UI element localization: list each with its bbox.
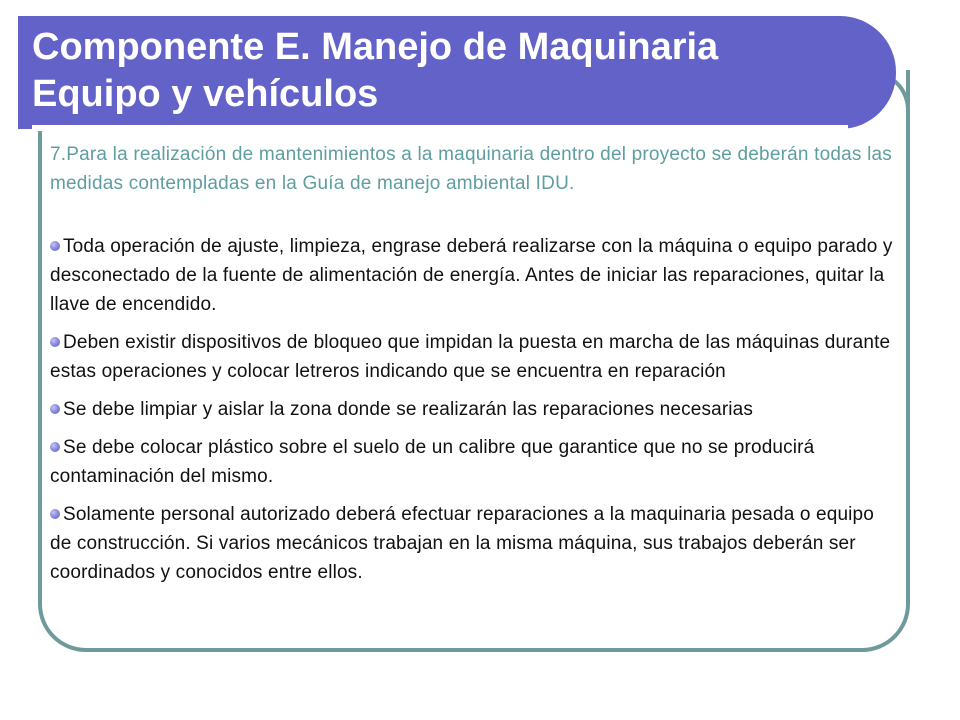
- bullet-item: [50, 500, 896, 587]
- bullet-item: [50, 328, 896, 386]
- bullet-item: [50, 395, 896, 424]
- bullet-text: Se debe limpiar y aislar la zona donde se realizarán las reparaciones necesarias: [63, 399, 754, 420]
- bullet-text: Deben existir dispositivos de bloqueo que impidan la puesta en marcha de las máquinas durante estas operaciones y colocar letreros indicando que se encuentra en reparación: [50, 332, 891, 382]
- bullet-item: [50, 433, 896, 491]
- bullet-dot-icon: [50, 404, 60, 414]
- bullet-dot-icon: [50, 509, 60, 519]
- slide-title: [32, 24, 852, 118]
- title-line-1: Componente E. Manejo de Maquinaria: [32, 26, 719, 68]
- title-line-2: Equipo y vehículos: [32, 73, 379, 115]
- bullet-list: [50, 232, 896, 596]
- bullet-dot-icon: [50, 241, 60, 251]
- title-underline: [32, 125, 848, 131]
- bullet-dot-icon: [50, 442, 60, 452]
- bullet-item: [50, 232, 896, 319]
- bullet-text: Se debe colocar plástico sobre el suelo de un calibre que garantice que no se producirá contaminación del mismo.: [50, 437, 815, 487]
- bullet-dot-icon: [50, 337, 60, 347]
- bullet-text: Solamente personal autorizado deberá efectuar reparaciones a la maquinaria pesada o equipo de construcción. Si varios mecánicos trabajan en la misma máquina, sus trabajos deberán ser coordinados y conocidos entre ellos.: [50, 504, 874, 583]
- intro-paragraph: 7.Para la realización de mantenimientos a la maquinaria dentro del proyecto se deberán todas las medidas contempladas en la Guía de manejo ambiental IDU.: [50, 144, 892, 194]
- bullet-text: Toda operación de ajuste, limpieza, engrase deberá realizarse con la máquina o equipo parado y desconectado de la fuente de alimentación de energía. Antes de iniciar las reparaciones, quitar la llave de encendido.: [50, 236, 893, 315]
